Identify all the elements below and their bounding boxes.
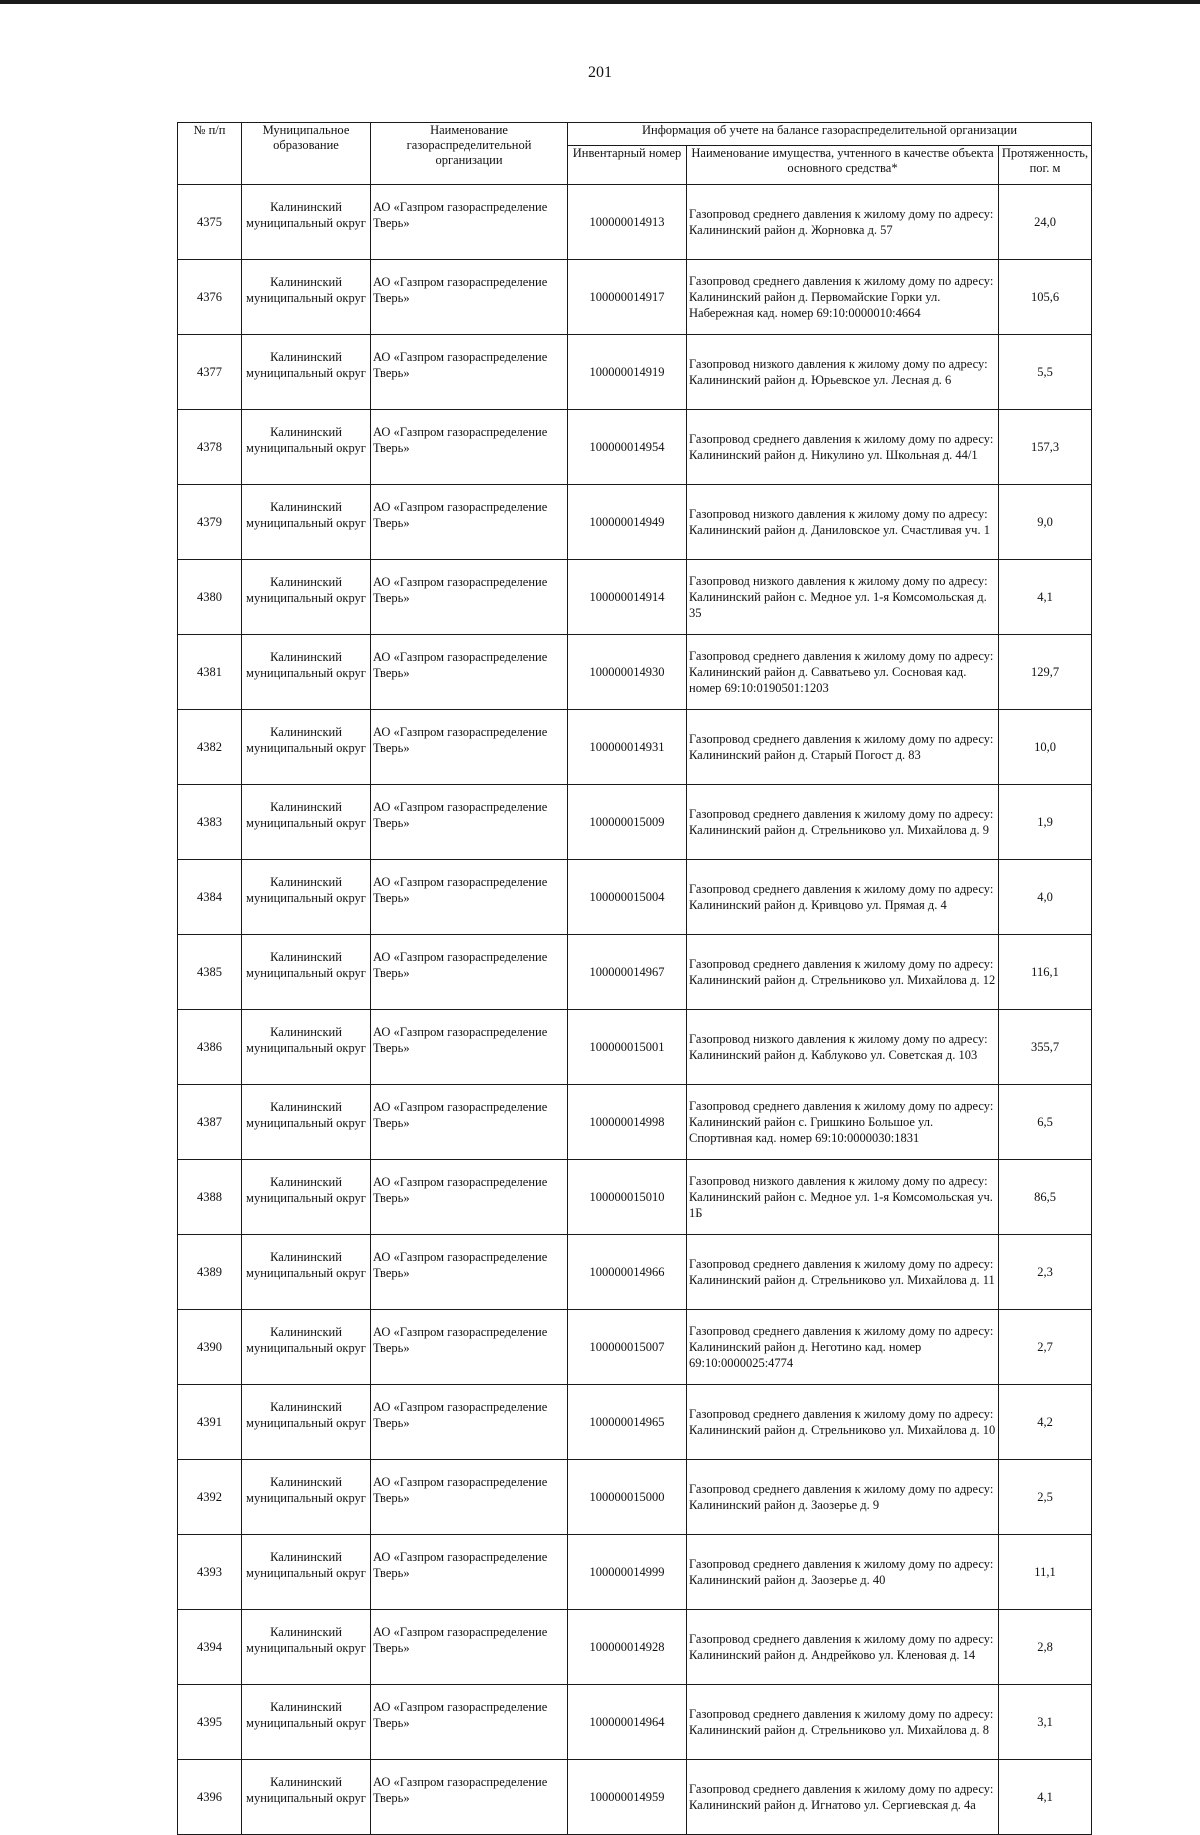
- municipality-cell: Калининский муниципальный округ: [242, 260, 371, 335]
- organization-cell: АО «Газпром газораспределение Тверь»: [371, 1460, 568, 1535]
- table-row: [178, 935, 1092, 1010]
- table-row: [178, 260, 1092, 335]
- organization-cell: АО «Газпром газораспределение Тверь»: [371, 485, 568, 560]
- row-number-cell: 4383: [178, 785, 242, 860]
- inventory-number-cell: 100000014930: [568, 635, 687, 710]
- municipality-cell: Калининский муниципальный округ: [242, 1760, 371, 1835]
- table-row: [178, 485, 1092, 560]
- length-cell: 116,1: [999, 935, 1092, 1010]
- municipality-cell: Калининский муниципальный округ: [242, 560, 371, 635]
- asset-name-cell: Газопровод низкого давления к жилому дому по адресу: Калининский район д. Даниловское ул. Счастливая уч. 1: [687, 485, 999, 560]
- organization-cell: АО «Газпром газораспределение Тверь»: [371, 935, 568, 1010]
- table-row: [178, 1010, 1092, 1085]
- asset-name-cell: Газопровод низкого давления к жилому дому по адресу: Калининский район с. Медное ул. 1-я Комсомольская д. 35: [687, 560, 999, 635]
- row-number-cell: 4381: [178, 635, 242, 710]
- inventory-number-cell: 100000014999: [568, 1535, 687, 1610]
- length-cell: 4,2: [999, 1385, 1092, 1460]
- inventory-number-cell: 100000014959: [568, 1760, 687, 1835]
- length-cell: 129,7: [999, 635, 1092, 710]
- organization-cell: АО «Газпром газораспределение Тверь»: [371, 335, 568, 410]
- municipality-cell: Калининский муниципальный округ: [242, 1535, 371, 1610]
- length-cell: 3,1: [999, 1685, 1092, 1760]
- organization-cell: АО «Газпром газораспределение Тверь»: [371, 860, 568, 935]
- inventory-number-cell: 100000014964: [568, 1685, 687, 1760]
- row-number-cell: 4394: [178, 1610, 242, 1685]
- inventory-number-cell: 100000015009: [568, 785, 687, 860]
- asset-name-cell: Газопровод низкого давления к жилому дому по адресу: Калининский район д. Каблуково ул. Советская д. 103: [687, 1010, 999, 1085]
- inventory-number-cell: 100000014966: [568, 1235, 687, 1310]
- municipality-cell: Калининский муниципальный округ: [242, 710, 371, 785]
- table-row: [178, 410, 1092, 485]
- length-cell: 4,0: [999, 860, 1092, 935]
- asset-name-cell: Газопровод среднего давления к жилому дому по адресу: Калининский район с. Гришкино Большое ул. Спортивная кад. номер 69:10:0000030:1831: [687, 1085, 999, 1160]
- table-row: [178, 335, 1092, 410]
- organization-cell: АО «Газпром газораспределение Тверь»: [371, 1085, 568, 1160]
- asset-name-cell: Газопровод среднего давления к жилому дому по адресу: Калининский район д. Жорновка д. 57: [687, 185, 999, 260]
- inventory-number-cell: 100000014917: [568, 260, 687, 335]
- row-number-cell: 4387: [178, 1085, 242, 1160]
- length-cell: 24,0: [999, 185, 1092, 260]
- row-number-cell: 4379: [178, 485, 242, 560]
- inventory-number-cell: 100000015001: [568, 1010, 687, 1085]
- organization-cell: АО «Газпром газораспределение Тверь»: [371, 1235, 568, 1310]
- municipality-cell: Калининский муниципальный округ: [242, 335, 371, 410]
- asset-name-cell: Газопровод среднего давления к жилому дому по адресу: Калининский район д. Игнатово ул. Сергиевская д. 4а: [687, 1760, 999, 1835]
- municipality-cell: Калининский муниципальный округ: [242, 410, 371, 485]
- table-row: [178, 560, 1092, 635]
- asset-name-cell: Газопровод среднего давления к жилому дому по адресу: Калининский район д. Никулино ул. Школьная д. 44/1: [687, 410, 999, 485]
- organization-cell: АО «Газпром газораспределение Тверь»: [371, 1385, 568, 1460]
- scan-top-edge: [0, 0, 1200, 4]
- length-cell: 10,0: [999, 710, 1092, 785]
- organization-cell: АО «Газпром газораспределение Тверь»: [371, 1010, 568, 1085]
- table-row: [178, 1535, 1092, 1610]
- inventory-number-cell: 100000015004: [568, 860, 687, 935]
- asset-name-cell: Газопровод среднего давления к жилому дому по адресу: Калининский район д. Стрельниково ул. Михайлова д. 11: [687, 1235, 999, 1310]
- header-inventory-number: Инвентарный номер: [568, 146, 687, 185]
- length-cell: 105,6: [999, 260, 1092, 335]
- length-cell: 2,5: [999, 1460, 1092, 1535]
- row-number-cell: 4393: [178, 1535, 242, 1610]
- length-cell: 5,5: [999, 335, 1092, 410]
- row-number-cell: 4385: [178, 935, 242, 1010]
- row-number-cell: 4384: [178, 860, 242, 935]
- organization-cell: АО «Газпром газораспределение Тверь»: [371, 1160, 568, 1235]
- table-row: [178, 1460, 1092, 1535]
- organization-cell: АО «Газпром газораспределение Тверь»: [371, 1760, 568, 1835]
- municipality-cell: Калининский муниципальный округ: [242, 1310, 371, 1385]
- table-body: [178, 185, 1092, 1835]
- inventory-number-cell: 100000015000: [568, 1460, 687, 1535]
- header-municipality: Муниципальное образование: [242, 123, 371, 185]
- length-cell: 86,5: [999, 1160, 1092, 1235]
- table-row: [178, 1235, 1092, 1310]
- table-row: [178, 710, 1092, 785]
- municipality-cell: Калининский муниципальный округ: [242, 1685, 371, 1760]
- header-asset-name: Наименование имущества, учтенного в качестве объекта основного средства*: [687, 146, 999, 185]
- municipality-cell: Калининский муниципальный округ: [242, 185, 371, 260]
- organization-cell: АО «Газпром газораспределение Тверь»: [371, 560, 568, 635]
- inventory-number-cell: 100000014967: [568, 935, 687, 1010]
- length-cell: 1,9: [999, 785, 1092, 860]
- table-row: [178, 1085, 1092, 1160]
- inventory-number-cell: 100000015007: [568, 1310, 687, 1385]
- municipality-cell: Калининский муниципальный округ: [242, 485, 371, 560]
- asset-name-cell: Газопровод среднего давления к жилому дому по адресу: Калининский район д. Заозерье д. 9: [687, 1460, 999, 1535]
- asset-name-cell: Газопровод среднего давления к жилому дому по адресу: Калининский район д. Неготино кад. номер 69:10:0000025:4774: [687, 1310, 999, 1385]
- row-number-cell: 4396: [178, 1760, 242, 1835]
- row-number-cell: 4375: [178, 185, 242, 260]
- header-row-number: № п/п: [178, 123, 242, 185]
- organization-cell: АО «Газпром газораспределение Тверь»: [371, 260, 568, 335]
- table-row: [178, 185, 1092, 260]
- header-organization: Наименование газораспределительной организации: [371, 123, 568, 185]
- municipality-cell: Калининский муниципальный округ: [242, 785, 371, 860]
- table-row: [178, 1310, 1092, 1385]
- property-register-table: [177, 122, 1092, 1835]
- length-cell: 9,0: [999, 485, 1092, 560]
- inventory-number-cell: 100000014928: [568, 1610, 687, 1685]
- row-number-cell: 4388: [178, 1160, 242, 1235]
- header-balance-info: Информация об учете на балансе газораспределительной организации: [568, 123, 1092, 146]
- length-cell: 2,7: [999, 1310, 1092, 1385]
- row-number-cell: 4377: [178, 335, 242, 410]
- organization-cell: АО «Газпром газораспределение Тверь»: [371, 635, 568, 710]
- asset-name-cell: Газопровод среднего давления к жилому дому по адресу: Калининский район д. Стрельниково ул. Михайлова д. 9: [687, 785, 999, 860]
- asset-name-cell: Газопровод среднего давления к жилому дому по адресу: Калининский район д. Стрельниково ул. Михайлова д. 10: [687, 1385, 999, 1460]
- table-row: [178, 860, 1092, 935]
- inventory-number-cell: 100000015010: [568, 1160, 687, 1235]
- organization-cell: АО «Газпром газораспределение Тверь»: [371, 710, 568, 785]
- row-number-cell: 4382: [178, 710, 242, 785]
- municipality-cell: Калининский муниципальный округ: [242, 935, 371, 1010]
- municipality-cell: Калининский муниципальный округ: [242, 1385, 371, 1460]
- inventory-number-cell: 100000014931: [568, 710, 687, 785]
- organization-cell: АО «Газпром газораспределение Тверь»: [371, 1610, 568, 1685]
- asset-name-cell: Газопровод среднего давления к жилому дому по адресу: Калининский район д. Андрейково ул. Кленовая д. 14: [687, 1610, 999, 1685]
- organization-cell: АО «Газпром газораспределение Тверь»: [371, 185, 568, 260]
- inventory-number-cell: 100000014913: [568, 185, 687, 260]
- municipality-cell: Калининский муниципальный округ: [242, 1085, 371, 1160]
- asset-name-cell: Газопровод среднего давления к жилому дому по адресу: Калининский район д. Савватьево ул. Сосновая кад. номер 69:10:0190501:1203: [687, 635, 999, 710]
- asset-name-cell: Газопровод среднего давления к жилому дому по адресу: Калининский район д. Стрельниково ул. Михайлова д. 12: [687, 935, 999, 1010]
- length-cell: 4,1: [999, 560, 1092, 635]
- inventory-number-cell: 100000014954: [568, 410, 687, 485]
- asset-name-cell: Газопровод среднего давления к жилому дому по адресу: Калининский район д. Первомайские Горки ул. Набережная кад. номер 69:10:0000010:4664: [687, 260, 999, 335]
- inventory-number-cell: 100000014965: [568, 1385, 687, 1460]
- row-number-cell: 4392: [178, 1460, 242, 1535]
- asset-name-cell: Газопровод среднего давления к жилому дому по адресу: Калининский район д. Кривцово ул. Прямая д. 4: [687, 860, 999, 935]
- length-cell: 157,3: [999, 410, 1092, 485]
- table-row: [178, 1160, 1092, 1235]
- asset-name-cell: Газопровод низкого давления к жилому дому по адресу: Калининский район д. Юрьевское ул. Лесная д. 6: [687, 335, 999, 410]
- row-number-cell: 4378: [178, 410, 242, 485]
- asset-name-cell: Газопровод среднего давления к жилому дому по адресу: Калининский район д. Заозерье д. 40: [687, 1535, 999, 1610]
- length-cell: 4,1: [999, 1760, 1092, 1835]
- inventory-number-cell: 100000014998: [568, 1085, 687, 1160]
- organization-cell: АО «Газпром газораспределение Тверь»: [371, 785, 568, 860]
- table-row: [178, 785, 1092, 860]
- row-number-cell: 4395: [178, 1685, 242, 1760]
- row-number-cell: 4376: [178, 260, 242, 335]
- municipality-cell: Калининский муниципальный округ: [242, 1160, 371, 1235]
- asset-name-cell: Газопровод среднего давления к жилому дому по адресу: Калининский район д. Старый Погост д. 83: [687, 710, 999, 785]
- inventory-number-cell: 100000014914: [568, 560, 687, 635]
- inventory-number-cell: 100000014949: [568, 485, 687, 560]
- municipality-cell: Калининский муниципальный округ: [242, 1460, 371, 1535]
- row-number-cell: 4386: [178, 1010, 242, 1085]
- organization-cell: АО «Газпром газораспределение Тверь»: [371, 410, 568, 485]
- inventory-number-cell: 100000014919: [568, 335, 687, 410]
- length-cell: 2,3: [999, 1235, 1092, 1310]
- asset-name-cell: Газопровод низкого давления к жилому дому по адресу: Калининский район с. Медное ул. 1-я Комсомольская уч. 1Б: [687, 1160, 999, 1235]
- header-length: Протяженность, пог. м: [999, 146, 1092, 185]
- length-cell: 2,8: [999, 1610, 1092, 1685]
- municipality-cell: Калининский муниципальный округ: [242, 1010, 371, 1085]
- municipality-cell: Калининский муниципальный округ: [242, 860, 371, 935]
- table-header: [178, 123, 1092, 185]
- row-number-cell: 4391: [178, 1385, 242, 1460]
- row-number-cell: 4390: [178, 1310, 242, 1385]
- table-row: [178, 1610, 1092, 1685]
- organization-cell: АО «Газпром газораспределение Тверь»: [371, 1685, 568, 1760]
- organization-cell: АО «Газпром газораспределение Тверь»: [371, 1535, 568, 1610]
- municipality-cell: Калининский муниципальный округ: [242, 1610, 371, 1685]
- table-row: [178, 1760, 1092, 1835]
- table-row: [178, 1385, 1092, 1460]
- length-cell: 11,1: [999, 1535, 1092, 1610]
- length-cell: 355,7: [999, 1010, 1092, 1085]
- asset-name-cell: Газопровод среднего давления к жилому дому по адресу: Калининский район д. Стрельниково ул. Михайлова д. 8: [687, 1685, 999, 1760]
- row-number-cell: 4389: [178, 1235, 242, 1310]
- table-row: [178, 635, 1092, 710]
- organization-cell: АО «Газпром газораспределение Тверь»: [371, 1310, 568, 1385]
- municipality-cell: Калининский муниципальный округ: [242, 1235, 371, 1310]
- row-number-cell: 4380: [178, 560, 242, 635]
- page-number: 201: [588, 64, 612, 81]
- table-row: [178, 1685, 1092, 1760]
- municipality-cell: Калининский муниципальный округ: [242, 635, 371, 710]
- length-cell: 6,5: [999, 1085, 1092, 1160]
